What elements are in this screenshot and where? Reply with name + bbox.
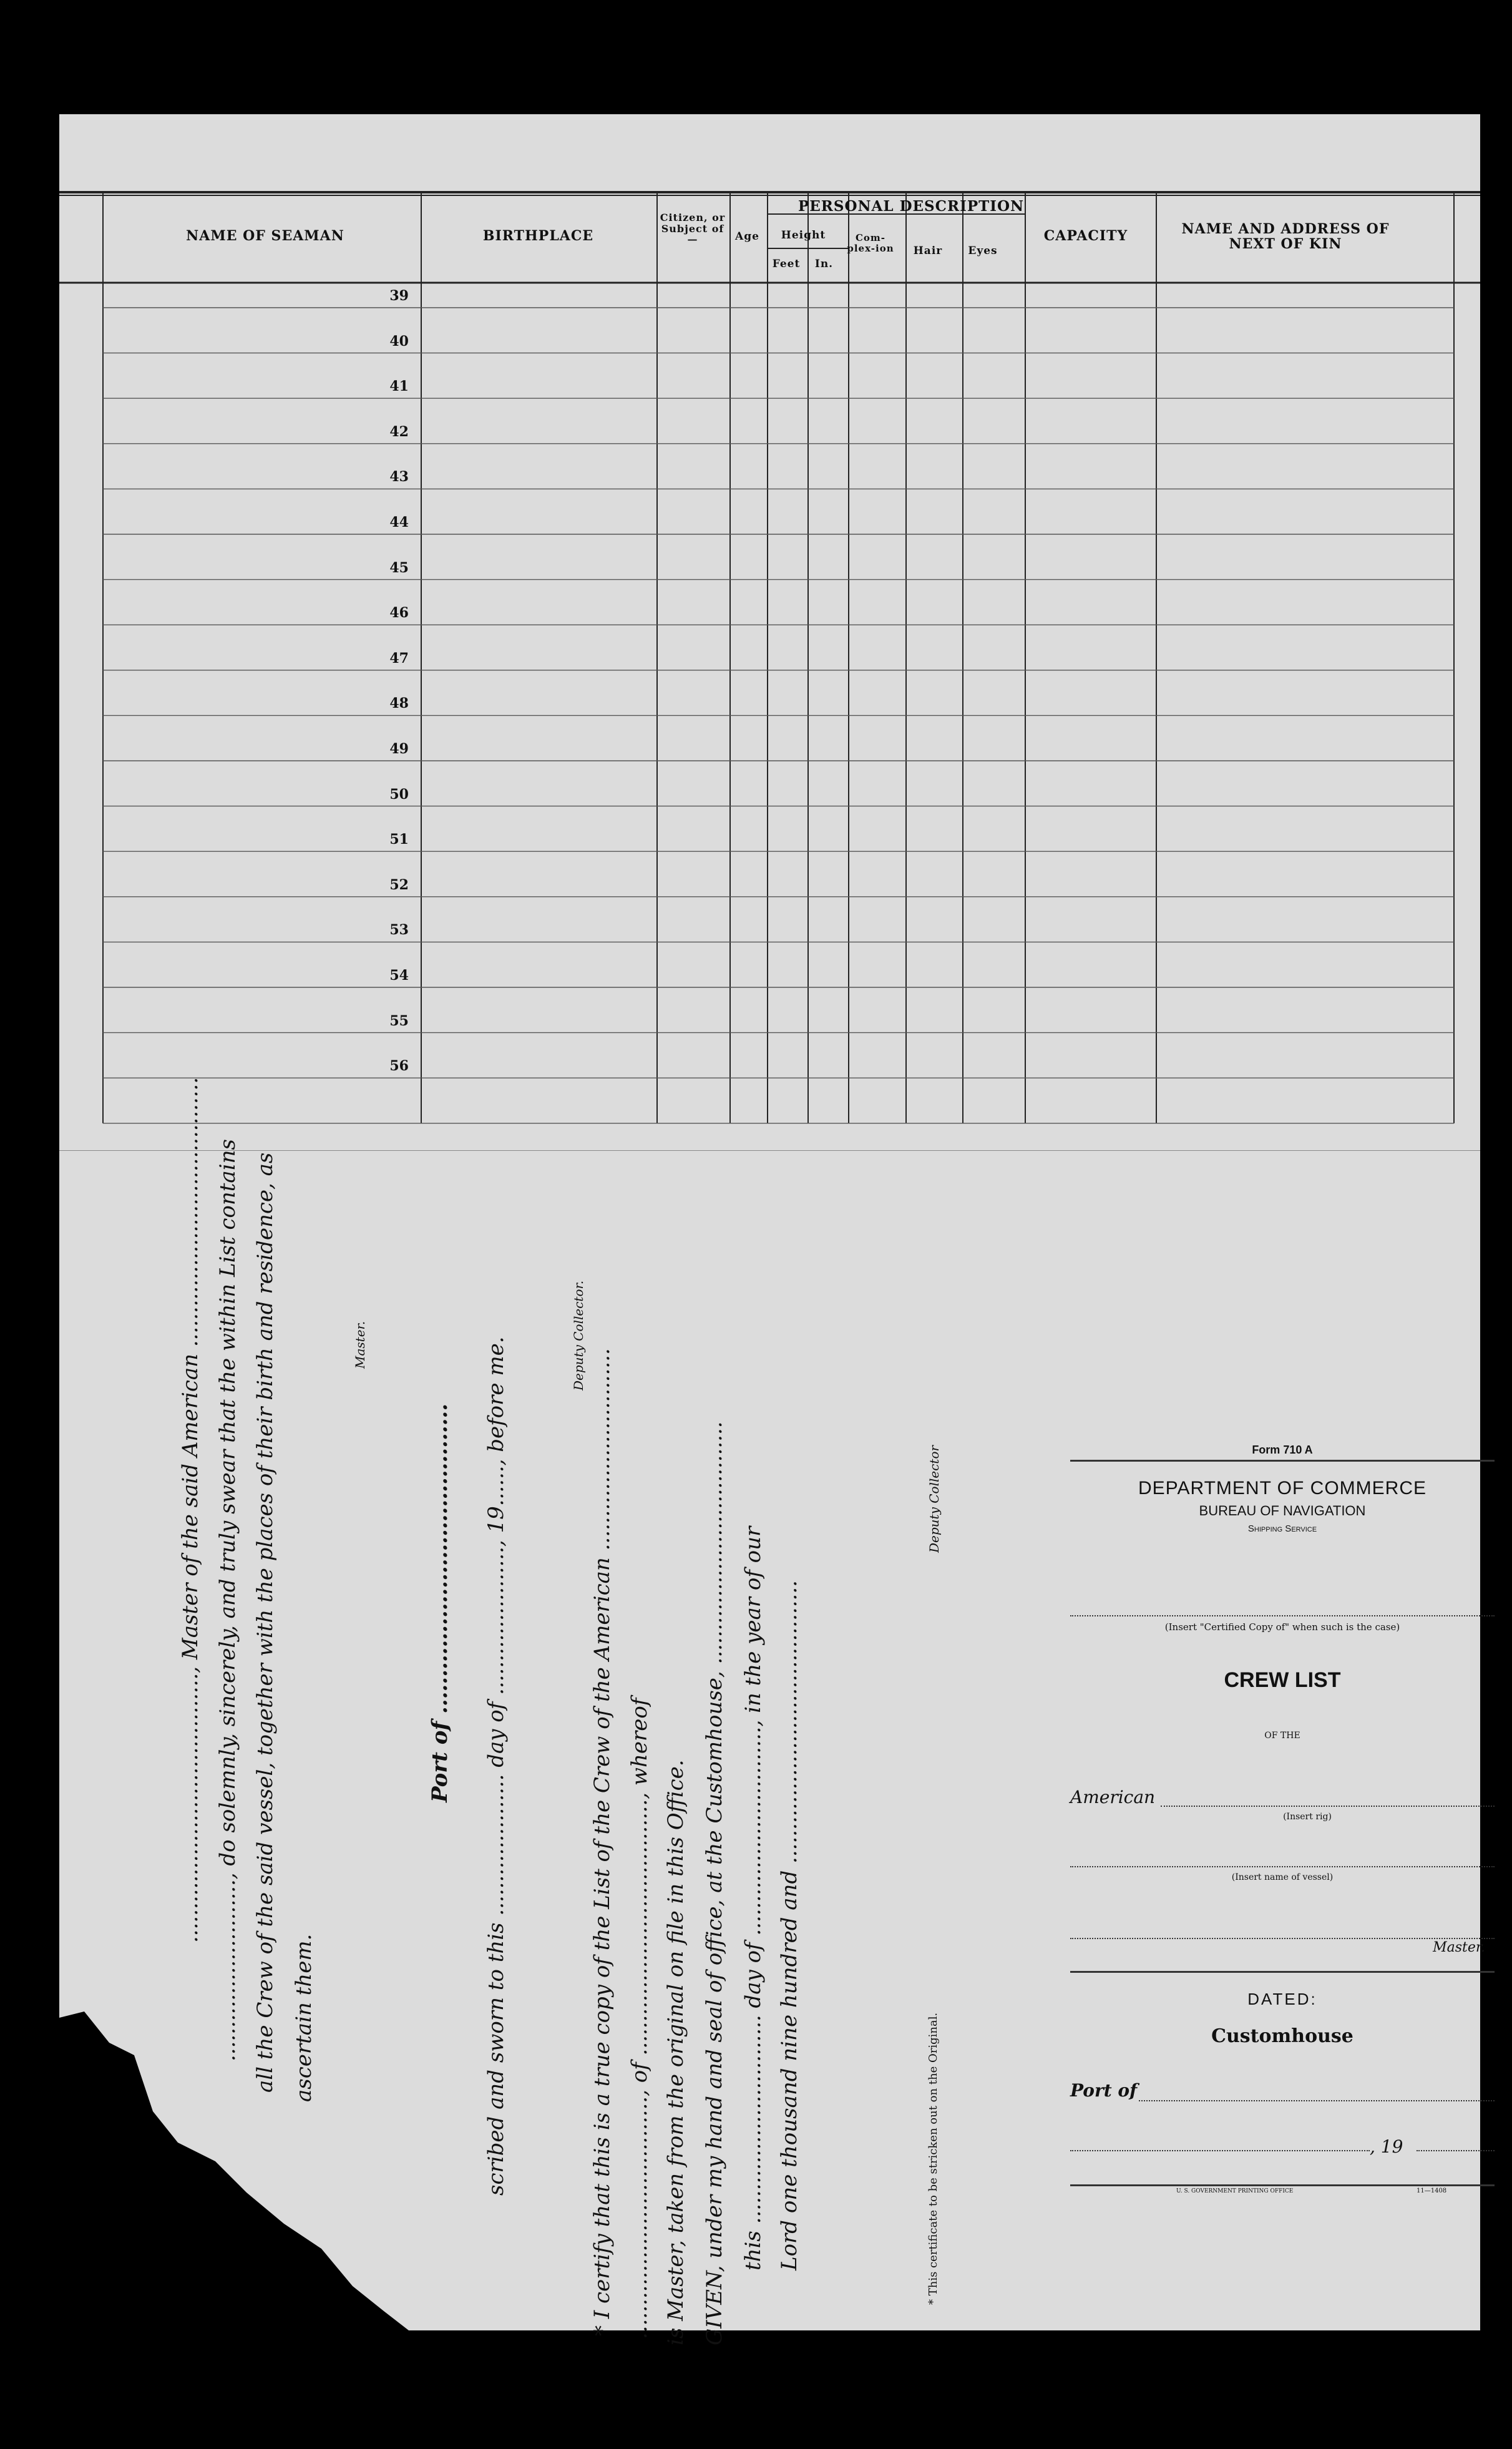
row-number: 51 xyxy=(389,831,409,848)
department-title: DEPARTMENT OF COMMERCE xyxy=(1138,1478,1427,1498)
deputy-collector-2: Deputy Collector xyxy=(927,1445,942,1553)
row-number: 53 xyxy=(389,922,409,939)
header-complexion: Com-plex-ion xyxy=(847,232,894,254)
header-personal-description: PERSONAL DESCRIPTION xyxy=(797,198,1025,215)
year-label: , 19 xyxy=(1370,2136,1403,2157)
american-label: American xyxy=(1070,1787,1156,1807)
row-number: 39 xyxy=(389,288,409,304)
header-hair: Hair xyxy=(913,245,943,257)
row-number: 49 xyxy=(389,741,409,757)
row-number: 47 xyxy=(389,650,409,667)
oath-line-4: ascertain them. xyxy=(291,1933,316,2102)
master-label: Master. xyxy=(353,1321,368,1369)
header-next-of-kin: NAME AND ADDRESS OF NEXT OF KIN xyxy=(1181,221,1390,253)
row-number: 56 xyxy=(389,1058,409,1075)
row-number: 44 xyxy=(389,514,409,530)
header-height: Height xyxy=(781,229,826,242)
row-number: 54 xyxy=(389,967,409,984)
crew-list-title: CREW LIST xyxy=(1224,1668,1341,1692)
row-number: 52 xyxy=(389,876,409,893)
master-label-cover: Master. xyxy=(1433,1940,1485,1955)
certify-line: * I certify that this is a true copy of the List of the Crew of the American .............................. xyxy=(590,1348,615,2336)
of-the-label: OF THE xyxy=(1264,1731,1300,1741)
given-line: GIVEN, under my hand and seal of office, at the Customhouse, .................................... xyxy=(702,1421,727,2345)
crew-table xyxy=(59,114,1480,1141)
row-number: 45 xyxy=(389,559,409,576)
row-number: 42 xyxy=(389,423,409,440)
deputy-collector-1: Deputy Collector. xyxy=(571,1280,586,1391)
crew-list-cover xyxy=(1070,1444,1495,2205)
form-number: Form 710 A xyxy=(1252,1444,1313,1456)
header-inches: In. xyxy=(814,258,834,270)
header-feet: Feet xyxy=(772,258,801,270)
oath-line-3: all the Crew of the said vessel, together with the places of their birth and residence, as xyxy=(253,1152,278,2093)
header-capacity: CAPACITY xyxy=(1043,228,1128,244)
row-number: 48 xyxy=(389,695,409,712)
header-name: NAME OF SEAMAN xyxy=(186,228,344,244)
subscribed-line: scribed and sworn to this ..................... day of ......................, 19......, before me. xyxy=(484,1336,509,2196)
row-number: 41 xyxy=(389,378,409,395)
port-of-label: Port of xyxy=(1070,2080,1138,2101)
lord-line: Lord one thousand nine hundred and .......................................... xyxy=(777,1580,802,2271)
row-number: 50 xyxy=(389,786,409,803)
insert-name-note: (Insert name of vessel) xyxy=(1231,1872,1334,1882)
row-number: 46 xyxy=(389,605,409,622)
row-number: 55 xyxy=(389,1012,409,1029)
insert-rig-note: (Insert rig) xyxy=(1283,1812,1332,1822)
header-age: Age xyxy=(735,230,759,243)
shipping-service: Shipping Service xyxy=(1247,1523,1317,1534)
printer-code: 11—1408 xyxy=(1417,2187,1447,2194)
port-of-line: Port of .......................................... xyxy=(427,1403,452,1802)
header-birthplace: BIRTHPLACE xyxy=(482,228,594,244)
row-number: 40 xyxy=(389,333,409,350)
header-citizen: Citizen, or Subject of— xyxy=(660,212,726,246)
oath-line-1: ........................................, Master of the said American ........................................ xyxy=(178,1077,203,1943)
master-taken-line: is Master, taken from the original on file in this Office. xyxy=(663,1759,688,2345)
of-whereof-line: ...................................., of ......................................, whereof xyxy=(627,1698,652,2339)
insert-certified-note: (Insert "Certified Copy of" when such is the case) xyxy=(1164,1621,1400,1633)
dated-label: DATED: xyxy=(1247,1990,1317,2008)
this-day-line: this ............................... day of ..............................., in the year of our xyxy=(741,1526,766,2271)
bureau-title: BUREAU OF NAVIGATION xyxy=(1199,1503,1366,1518)
certificate-footnote: * This certificate to be stricken out on the Original. xyxy=(927,2012,940,2305)
header-eyes: Eyes xyxy=(968,245,998,257)
oath-line-2: ..........................., do solemnly, sincerely, and truly swear that the within List contains xyxy=(215,1139,240,2061)
row-number: 43 xyxy=(389,469,409,486)
form-page xyxy=(59,114,1485,2345)
customhouse-label: Customhouse xyxy=(1211,2025,1353,2047)
printer-imprint: U. S. GOVERNMENT PRINTING OFFICE xyxy=(1176,2188,1294,2194)
